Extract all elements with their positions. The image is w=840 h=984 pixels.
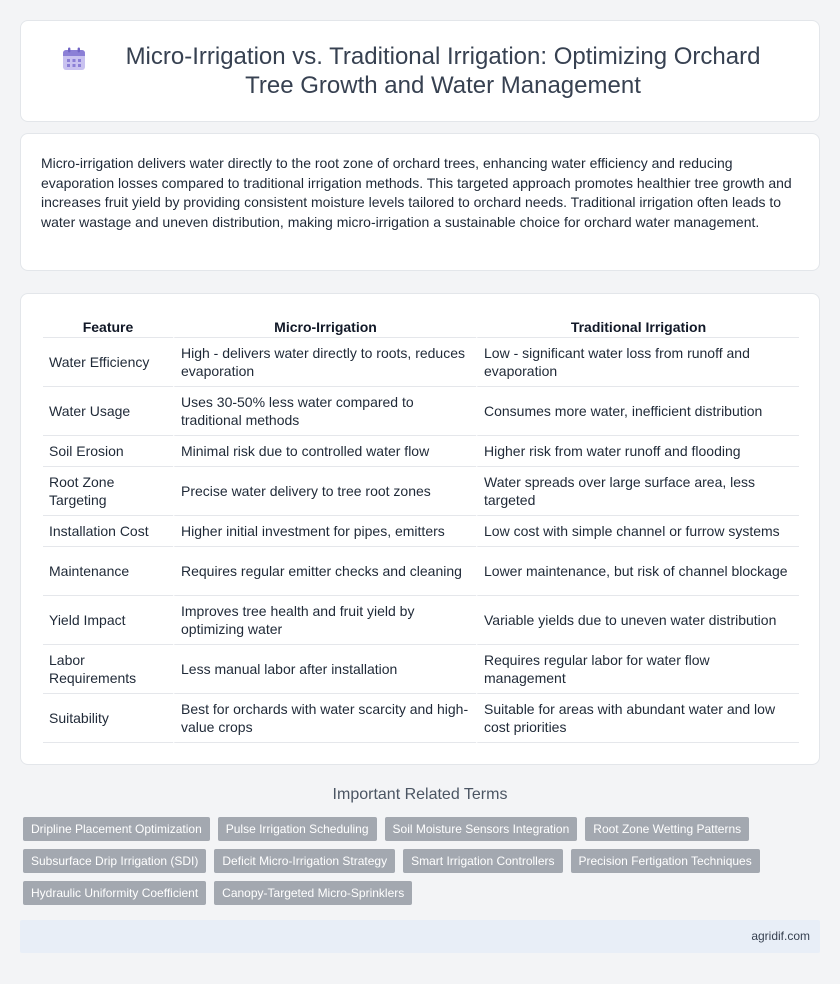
- micro-cell: Uses 30-50% less water compared to traditional methods: [173, 387, 476, 436]
- traditional-cell: Variable yields due to uneven water distribution: [476, 596, 799, 645]
- term-tag[interactable]: Deficit Micro-Irrigation Strategy: [214, 849, 395, 873]
- traditional-cell: Suitable for areas with abundant water and low cost priorities: [476, 694, 799, 743]
- feature-cell: Water Usage: [43, 387, 173, 436]
- title-card: [20, 20, 820, 122]
- term-tag[interactable]: Pulse Irrigation Scheduling: [218, 817, 377, 841]
- feature-cell: Soil Erosion: [43, 436, 173, 467]
- table-row: [43, 387, 799, 436]
- feature-cell: Installation Cost: [43, 516, 173, 547]
- table-row: [43, 467, 799, 516]
- term-tag[interactable]: Root Zone Wetting Patterns: [585, 817, 749, 841]
- traditional-cell: Higher risk from water runoff and flooding: [476, 436, 799, 467]
- related-terms-heading: Important Related Terms: [332, 786, 508, 803]
- traditional-cell: Water spreads over large surface area, less targeted: [476, 467, 799, 516]
- calendar-icon: [61, 46, 87, 72]
- header-traditional-irrigation: Traditional Irrigation: [476, 314, 799, 338]
- traditional-cell: Lower maintenance, but risk of channel blockage: [476, 547, 799, 596]
- table-header-row: [43, 314, 799, 338]
- traditional-cell: Low cost with simple channel or furrow systems: [476, 516, 799, 547]
- table-row: [43, 516, 799, 547]
- feature-cell: Yield Impact: [43, 596, 173, 645]
- term-tag[interactable]: Precision Fertigation Techniques: [571, 849, 760, 873]
- term-tag[interactable]: Dripline Placement Optimization: [23, 817, 210, 841]
- term-tag[interactable]: Subsurface Drip Irrigation (SDI): [23, 849, 206, 873]
- intro-paragraph: Micro-irrigation delivers water directly to the root zone of orchard trees, enhancing water efficiency and reducing evaporation losses compared to traditional irrigation methods. This targeted approach promotes healthier tree growth and increases fruit yield by providing consistent moisture levels tailored to orchard needs. Traditional irrigation often leads to water wastage and uneven distribution, making micro-irrigation a sustainable choice for orchard water management.: [41, 155, 792, 230]
- comparison-table: [43, 314, 799, 743]
- term-tag[interactable]: Smart Irrigation Controllers: [403, 849, 562, 873]
- feature-cell: Water Efficiency: [43, 338, 173, 387]
- micro-cell: High - delivers water directly to roots, reduces evaporation: [173, 338, 476, 387]
- intro-card: [20, 133, 820, 271]
- footer-site-link[interactable]: agridif.com: [751, 929, 810, 943]
- feature-cell: Maintenance: [43, 547, 173, 596]
- feature-cell: Suitability: [43, 694, 173, 743]
- micro-cell: Improves tree health and fruit yield by optimizing water: [173, 596, 476, 645]
- micro-cell: Minimal risk due to controlled water flow: [173, 436, 476, 467]
- table-row: [43, 436, 799, 467]
- term-tag[interactable]: Canopy-Targeted Micro-Sprinklers: [214, 881, 412, 905]
- traditional-cell: Low - significant water loss from runoff and evaporation: [476, 338, 799, 387]
- table-row: [43, 338, 799, 387]
- micro-cell: Less manual labor after installation: [173, 645, 476, 694]
- micro-cell: Best for orchards with water scarcity and high-value crops: [173, 694, 476, 743]
- related-terms-list: [23, 817, 803, 905]
- comparison-card: [20, 293, 820, 765]
- footer: [20, 920, 820, 953]
- table-row: [43, 645, 799, 694]
- traditional-cell: Consumes more water, inefficient distribution: [476, 387, 799, 436]
- micro-cell: Precise water delivery to tree root zones: [173, 467, 476, 516]
- feature-cell: Root Zone Targeting: [43, 467, 173, 516]
- micro-cell: Requires regular emitter checks and cleaning: [173, 547, 476, 596]
- table-row: [43, 694, 799, 743]
- term-tag[interactable]: Soil Moisture Sensors Integration: [385, 817, 578, 841]
- table-row: [43, 547, 799, 596]
- term-tag[interactable]: Hydraulic Uniformity Coefficient: [23, 881, 206, 905]
- table-row: [43, 596, 799, 645]
- header-feature: Feature: [43, 314, 173, 338]
- traditional-cell: Requires regular labor for water flow management: [476, 645, 799, 694]
- header-micro-irrigation: Micro-Irrigation: [173, 314, 476, 338]
- page-title: Micro-Irrigation vs. Traditional Irrigation: Optimizing Orchard Tree Growth and Water Management: [125, 43, 761, 99]
- micro-cell: Higher initial investment for pipes, emitters: [173, 516, 476, 547]
- feature-cell: Labor Requirements: [43, 645, 173, 694]
